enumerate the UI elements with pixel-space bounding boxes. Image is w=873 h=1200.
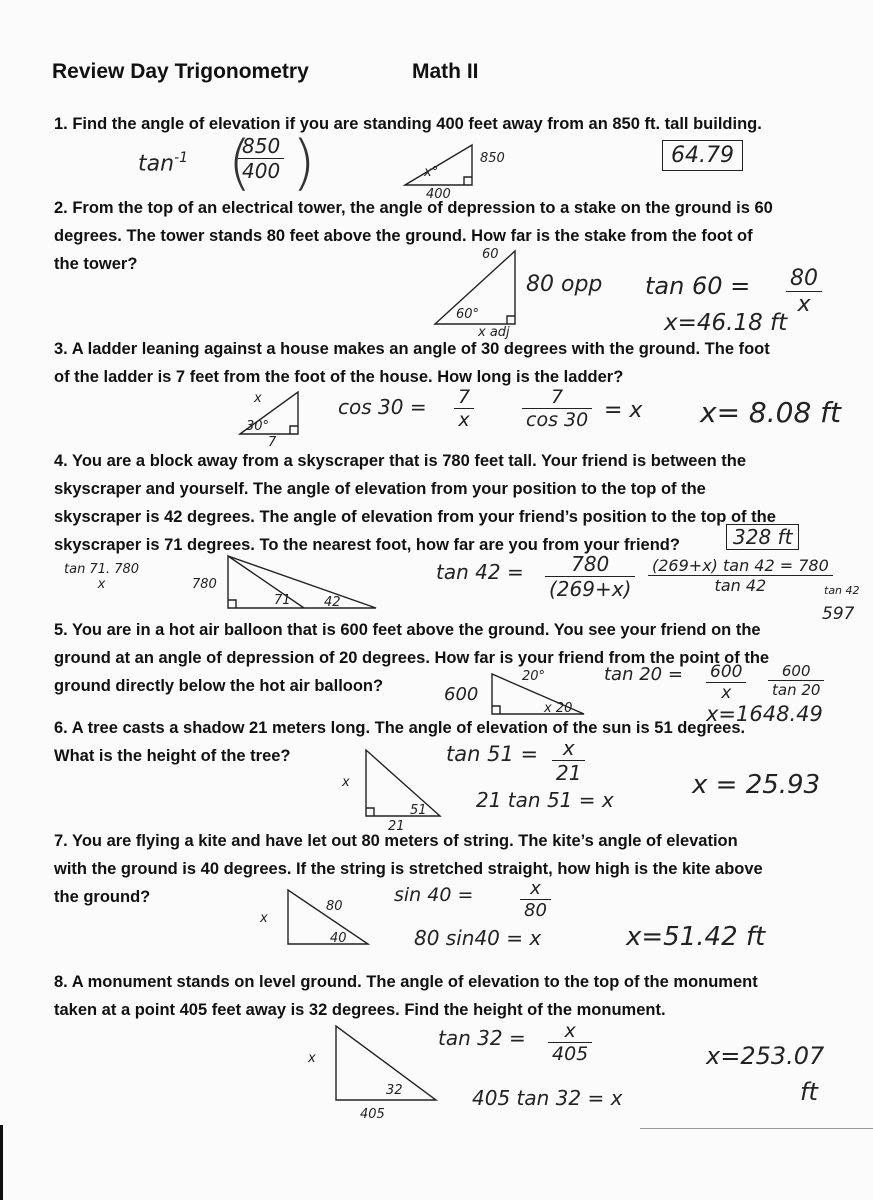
q4-equation: tan 42 = bbox=[436, 560, 524, 584]
question-text-line: ground directly below the hot air balloon? bbox=[54, 677, 384, 695]
q6-triangle bbox=[336, 746, 456, 832]
question-text-line: 3. A ladder leaning against a house makes an angle of 30 degrees with the ground. The foot bbox=[54, 340, 770, 358]
q4-angle-42: 42 bbox=[324, 595, 341, 610]
q5-equation: tan 20 = bbox=[604, 664, 683, 685]
q2-fraction bbox=[786, 266, 822, 317]
q5-den2: tan 20 bbox=[772, 681, 821, 699]
question-text-line: What is the height of the tree? bbox=[54, 747, 291, 765]
q1-exp: -1 bbox=[174, 150, 189, 166]
q3-triangle bbox=[236, 384, 316, 450]
q6-answer: x = 25.93 bbox=[692, 770, 821, 800]
q3-fraction-2 bbox=[522, 386, 592, 431]
q1-triangle bbox=[400, 140, 505, 202]
q7-height-label: x bbox=[260, 911, 268, 926]
q6-den: 21 bbox=[556, 761, 582, 785]
page-subject: Math II bbox=[412, 60, 479, 83]
q5-answer: x=1648.49 bbox=[706, 702, 823, 726]
q2-opp-label: 80 opp bbox=[526, 272, 603, 297]
q3-fraction-1 bbox=[454, 386, 474, 431]
q1-num: 850 bbox=[238, 134, 284, 159]
question-text-line: degrees. The tower stands 80 feet above the ground. How far is the stake from the foot of bbox=[54, 227, 753, 245]
question-text-line: ground at an angle of depression of 20 degrees. How far is your friend from the point of the bbox=[54, 649, 770, 667]
q1-opp-label: 850 bbox=[480, 151, 505, 166]
q5-angle-bottom: x 20 bbox=[544, 701, 573, 716]
q7-equation: sin 40 = bbox=[394, 884, 474, 906]
q3-angle-label: 30° bbox=[246, 419, 270, 434]
q6-angle-label: 51 bbox=[410, 803, 427, 818]
q5-den: x bbox=[721, 683, 732, 703]
q4-fraction bbox=[545, 552, 635, 601]
q8-angle-label: 32 bbox=[386, 1083, 403, 1098]
q6-height-label: x bbox=[342, 775, 350, 790]
q4-den: (269+x) bbox=[549, 577, 632, 601]
q5-num: 600 bbox=[706, 662, 746, 683]
q8-equation: tan 32 = bbox=[438, 1026, 526, 1050]
q1-paren-right: ) bbox=[292, 128, 316, 198]
q1-angle-label: x° bbox=[424, 165, 439, 180]
question-8 bbox=[54, 968, 758, 1024]
question-text-line: skyscraper and yourself. The angle of elevation from your position to the top of the bbox=[54, 480, 706, 498]
question-text-line: taken at a point 405 feet away is 32 degrees. Find the height of the monument. bbox=[54, 1001, 666, 1019]
question-text-line: 7. You are flying a kite and have let out 80 meters of string. The kite’s angle of elevation bbox=[54, 832, 738, 850]
question-text-line: of the ladder is 7 feet from the foot of the house. How long is the ladder? bbox=[54, 368, 624, 386]
q3-equation: cos 30 = bbox=[338, 395, 427, 419]
question-3 bbox=[54, 335, 770, 391]
q6-fraction bbox=[552, 736, 585, 785]
q3-answer: x= 8.08 ft bbox=[700, 396, 842, 429]
q1-den: 400 bbox=[242, 159, 281, 183]
q8-num: x bbox=[548, 1020, 592, 1043]
question-4 bbox=[54, 447, 776, 559]
q3-den2: cos 30 bbox=[526, 409, 589, 431]
q3-den1: x bbox=[458, 409, 470, 431]
question-5 bbox=[54, 616, 769, 700]
q3-hyp-label: x bbox=[254, 391, 262, 406]
q2-den: x bbox=[797, 292, 811, 317]
q8-height-label: x bbox=[308, 1051, 316, 1066]
q7-fraction bbox=[520, 878, 551, 921]
question-text-line: 1. Find the angle of elevation if you are standing 400 feet away from an 850 ft. tall building. bbox=[54, 115, 762, 133]
q7-step: 80 sin40 = x bbox=[414, 926, 542, 950]
question-text-line: the tower? bbox=[54, 255, 138, 273]
q8-unit: ft bbox=[800, 1078, 818, 1106]
q4-cross-num: (269+x) tan 42 = 780 bbox=[648, 556, 833, 576]
question-text-line: skyscraper is 71 degrees. To the nearest foot, how far are you from your friend? bbox=[54, 536, 680, 554]
q6-step: 21 tan 51 = x bbox=[476, 788, 614, 812]
question-text-line: the ground? bbox=[54, 888, 151, 906]
page-title: Review Day Trigonometry bbox=[52, 60, 309, 83]
q8-triangle bbox=[306, 1022, 446, 1122]
q3-adj-label: 7 bbox=[268, 435, 277, 450]
q2-triangle bbox=[430, 246, 530, 340]
q5-fraction bbox=[706, 662, 746, 703]
q5-height-label: 600 bbox=[444, 684, 479, 705]
q6-base-label: 21 bbox=[388, 819, 405, 834]
question-text-line: 6. A tree casts a shadow 21 meters long. The angle of elevation of the sun is 51 degrees. bbox=[54, 719, 746, 737]
q4-triangle bbox=[186, 552, 386, 614]
question-text-line: 2. From the top of an electrical tower, the angle of depression to a stake on the ground is 60 bbox=[54, 199, 773, 217]
scan-edge-mark bbox=[0, 1125, 3, 1200]
q8-den: 405 bbox=[552, 1043, 589, 1065]
scan-bottom-line bbox=[640, 1128, 873, 1129]
q4-cross-den: tan 42 bbox=[714, 576, 767, 595]
question-text-line: 5. You are in a hot air balloon that is 600 feet above the ground. You see your friend on the bbox=[54, 621, 761, 639]
q5-angle-top: 20° bbox=[522, 669, 546, 684]
q2-adj-label: x adj bbox=[478, 325, 510, 340]
q4-side-note: tan 42 bbox=[824, 584, 860, 597]
q6-equation: tan 51 = bbox=[446, 742, 539, 766]
question-1 bbox=[54, 110, 762, 138]
q2-num: 80 bbox=[786, 266, 822, 292]
q8-base-label: 405 bbox=[360, 1107, 385, 1122]
q7-num: x bbox=[520, 878, 551, 900]
question-text-line: skyscraper is 42 degrees. The angle of elevation from your friend’s position to the top of the bbox=[54, 508, 776, 526]
q1-func: tan bbox=[138, 151, 175, 177]
q1-paren-left: ( bbox=[228, 128, 252, 198]
q8-step: 405 tan 32 = x bbox=[472, 1086, 623, 1110]
q2-angle-top: 60 bbox=[482, 247, 499, 262]
q7-answer: x=51.42 ft bbox=[626, 922, 766, 952]
question-text-line: with the ground is 40 degrees. If the string is stretched straight, how high is the kite above bbox=[54, 860, 763, 878]
q1-inverse-tan bbox=[138, 150, 188, 176]
q8-fraction bbox=[548, 1020, 592, 1065]
q3-equals-x: = x bbox=[604, 398, 643, 423]
question-text-line: 4. You are a block away from a skyscraper that is 780 feet tall. Your friend is between the bbox=[54, 452, 747, 470]
q4-left-num: tan 71. 780 bbox=[64, 562, 140, 577]
q7-den: 80 bbox=[524, 900, 547, 921]
q7-hyp-label: 80 bbox=[326, 899, 343, 914]
q4-left-den: x bbox=[97, 577, 106, 592]
q4-side-answer: 597 bbox=[822, 604, 855, 624]
question-text-line: 8. A monument stands on level ground. The angle of elevation to the top of the monument bbox=[54, 973, 758, 991]
q5-num2: 600 bbox=[768, 662, 824, 681]
q7-angle-label: 40 bbox=[330, 931, 347, 946]
q4-cross-fraction bbox=[648, 556, 833, 595]
q8-answer: x=253.07 bbox=[706, 1042, 825, 1070]
question-2 bbox=[54, 194, 773, 278]
q4-num: 780 bbox=[545, 552, 635, 577]
q1-answer-box: 64.79 bbox=[662, 140, 743, 171]
q7-triangle bbox=[256, 886, 376, 948]
q4-angle-71: 71 bbox=[274, 593, 291, 608]
q4-answer-box: 328 ft bbox=[726, 524, 799, 550]
q2-equation: tan 60 = bbox=[645, 272, 751, 300]
q2-answer: x=46.18 ft bbox=[664, 310, 788, 336]
q6-num: x bbox=[552, 736, 585, 761]
q4-left-fraction bbox=[60, 562, 143, 592]
q1-adj-label: 400 bbox=[426, 187, 451, 202]
q4-height-label: 780 bbox=[192, 577, 217, 592]
q2-angle-base: 60° bbox=[456, 307, 480, 322]
q5-fraction-2 bbox=[768, 662, 824, 699]
q3-num1: 7 bbox=[454, 386, 474, 409]
q3-num2: 7 bbox=[522, 386, 592, 409]
